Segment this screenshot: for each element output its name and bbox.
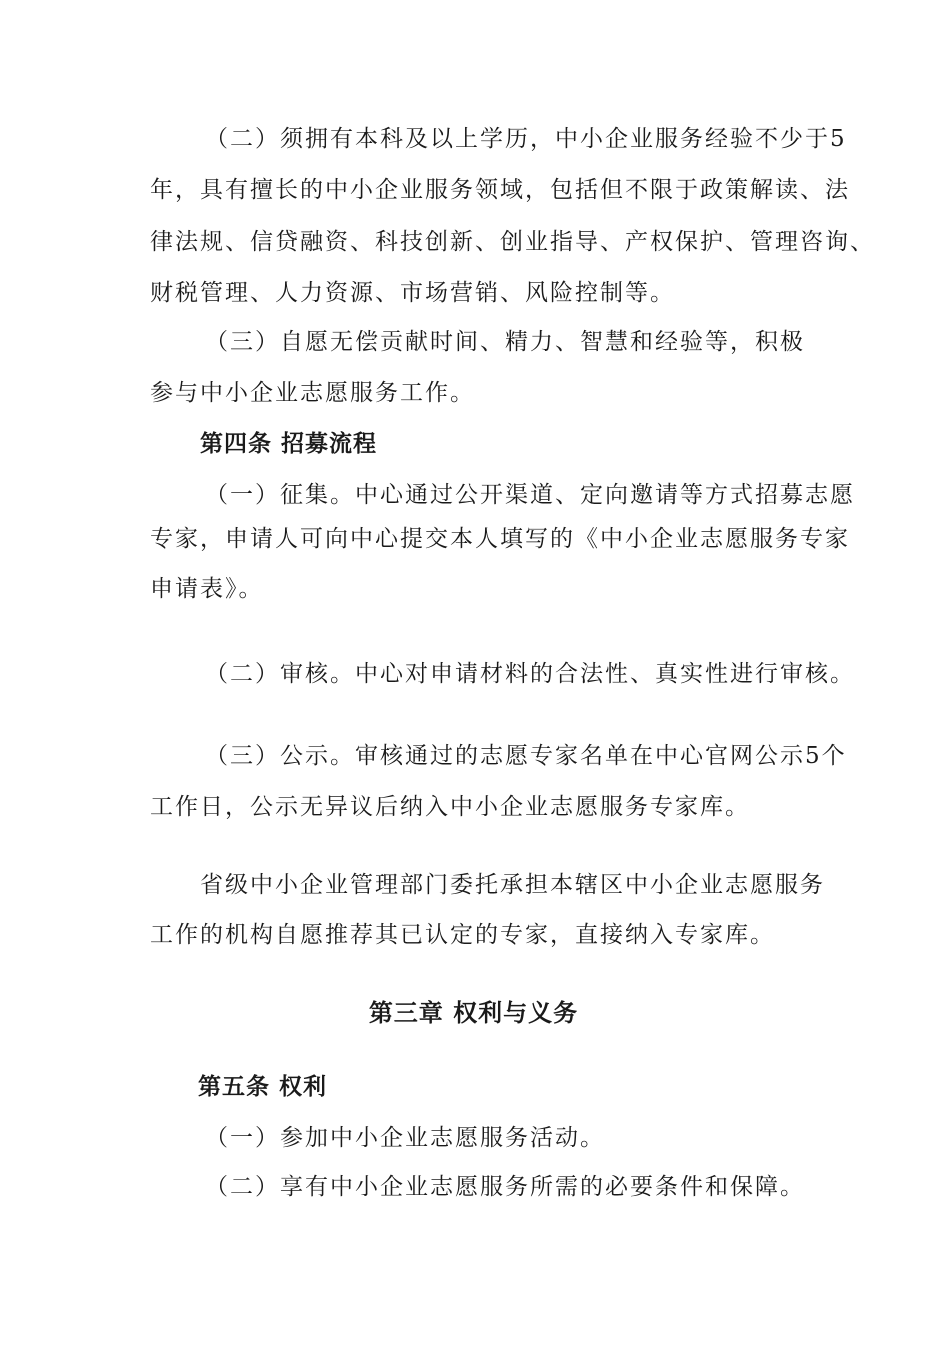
paragraph-line: （一）参加中小企业志愿服务活动。 (205, 1125, 605, 1151)
paragraph-line: 财税管理、人力资源、市场营销、风险控制等。 (150, 280, 675, 306)
paragraph-line: 工作的机构自愿推荐其已认定的专家，直接纳入专家库。 (150, 922, 775, 948)
paragraph-line: （一）征集。中心通过公开渠道、定向邀请等方式招募志愿 (205, 482, 855, 508)
paragraph-line: 申请表》。 (150, 576, 264, 602)
paragraph-line: 律法规、信贷融资、科技创新、创业指导、产权保护、管理咨询、 (150, 229, 875, 255)
article-heading: 第四条 招募流程 (200, 431, 378, 457)
paragraph-line: 参与中小企业志愿服务工作。 (150, 380, 475, 406)
paragraph-line: 省级中小企业管理部门委托承担本辖区中小企业志愿服务 (200, 872, 825, 898)
paragraph-line: 专家，申请人可向中心提交本人填写的《中小企业志愿服务专家 (150, 526, 850, 552)
paragraph-line: 年，具有擅长的中小企业服务领域，包括但不限于政策解读、法 (150, 177, 850, 203)
chapter-title: 第三章 权利与义务 (368, 999, 579, 1027)
paragraph-line: 工作日，公示无异议后纳入中小企业志愿服务专家库。 (150, 794, 750, 820)
article-heading: 第五条 权利 (198, 1074, 328, 1100)
paragraph-line: （三）公示。审核通过的志愿专家名单在中心官网公示5个 (205, 743, 847, 769)
paragraph-line: （二）享有中小企业志愿服务所需的必要条件和保障。 (205, 1174, 805, 1200)
paragraph-line: （三）自愿无偿贡献时间、精力、智慧和经验等，积极 (205, 329, 805, 355)
paragraph-line: （二）须拥有本科及以上学历，中小企业服务经验不少于5 (205, 126, 847, 152)
paragraph-line: （二）审核。中心对申请材料的合法性、真实性进行审核。 (205, 661, 855, 687)
